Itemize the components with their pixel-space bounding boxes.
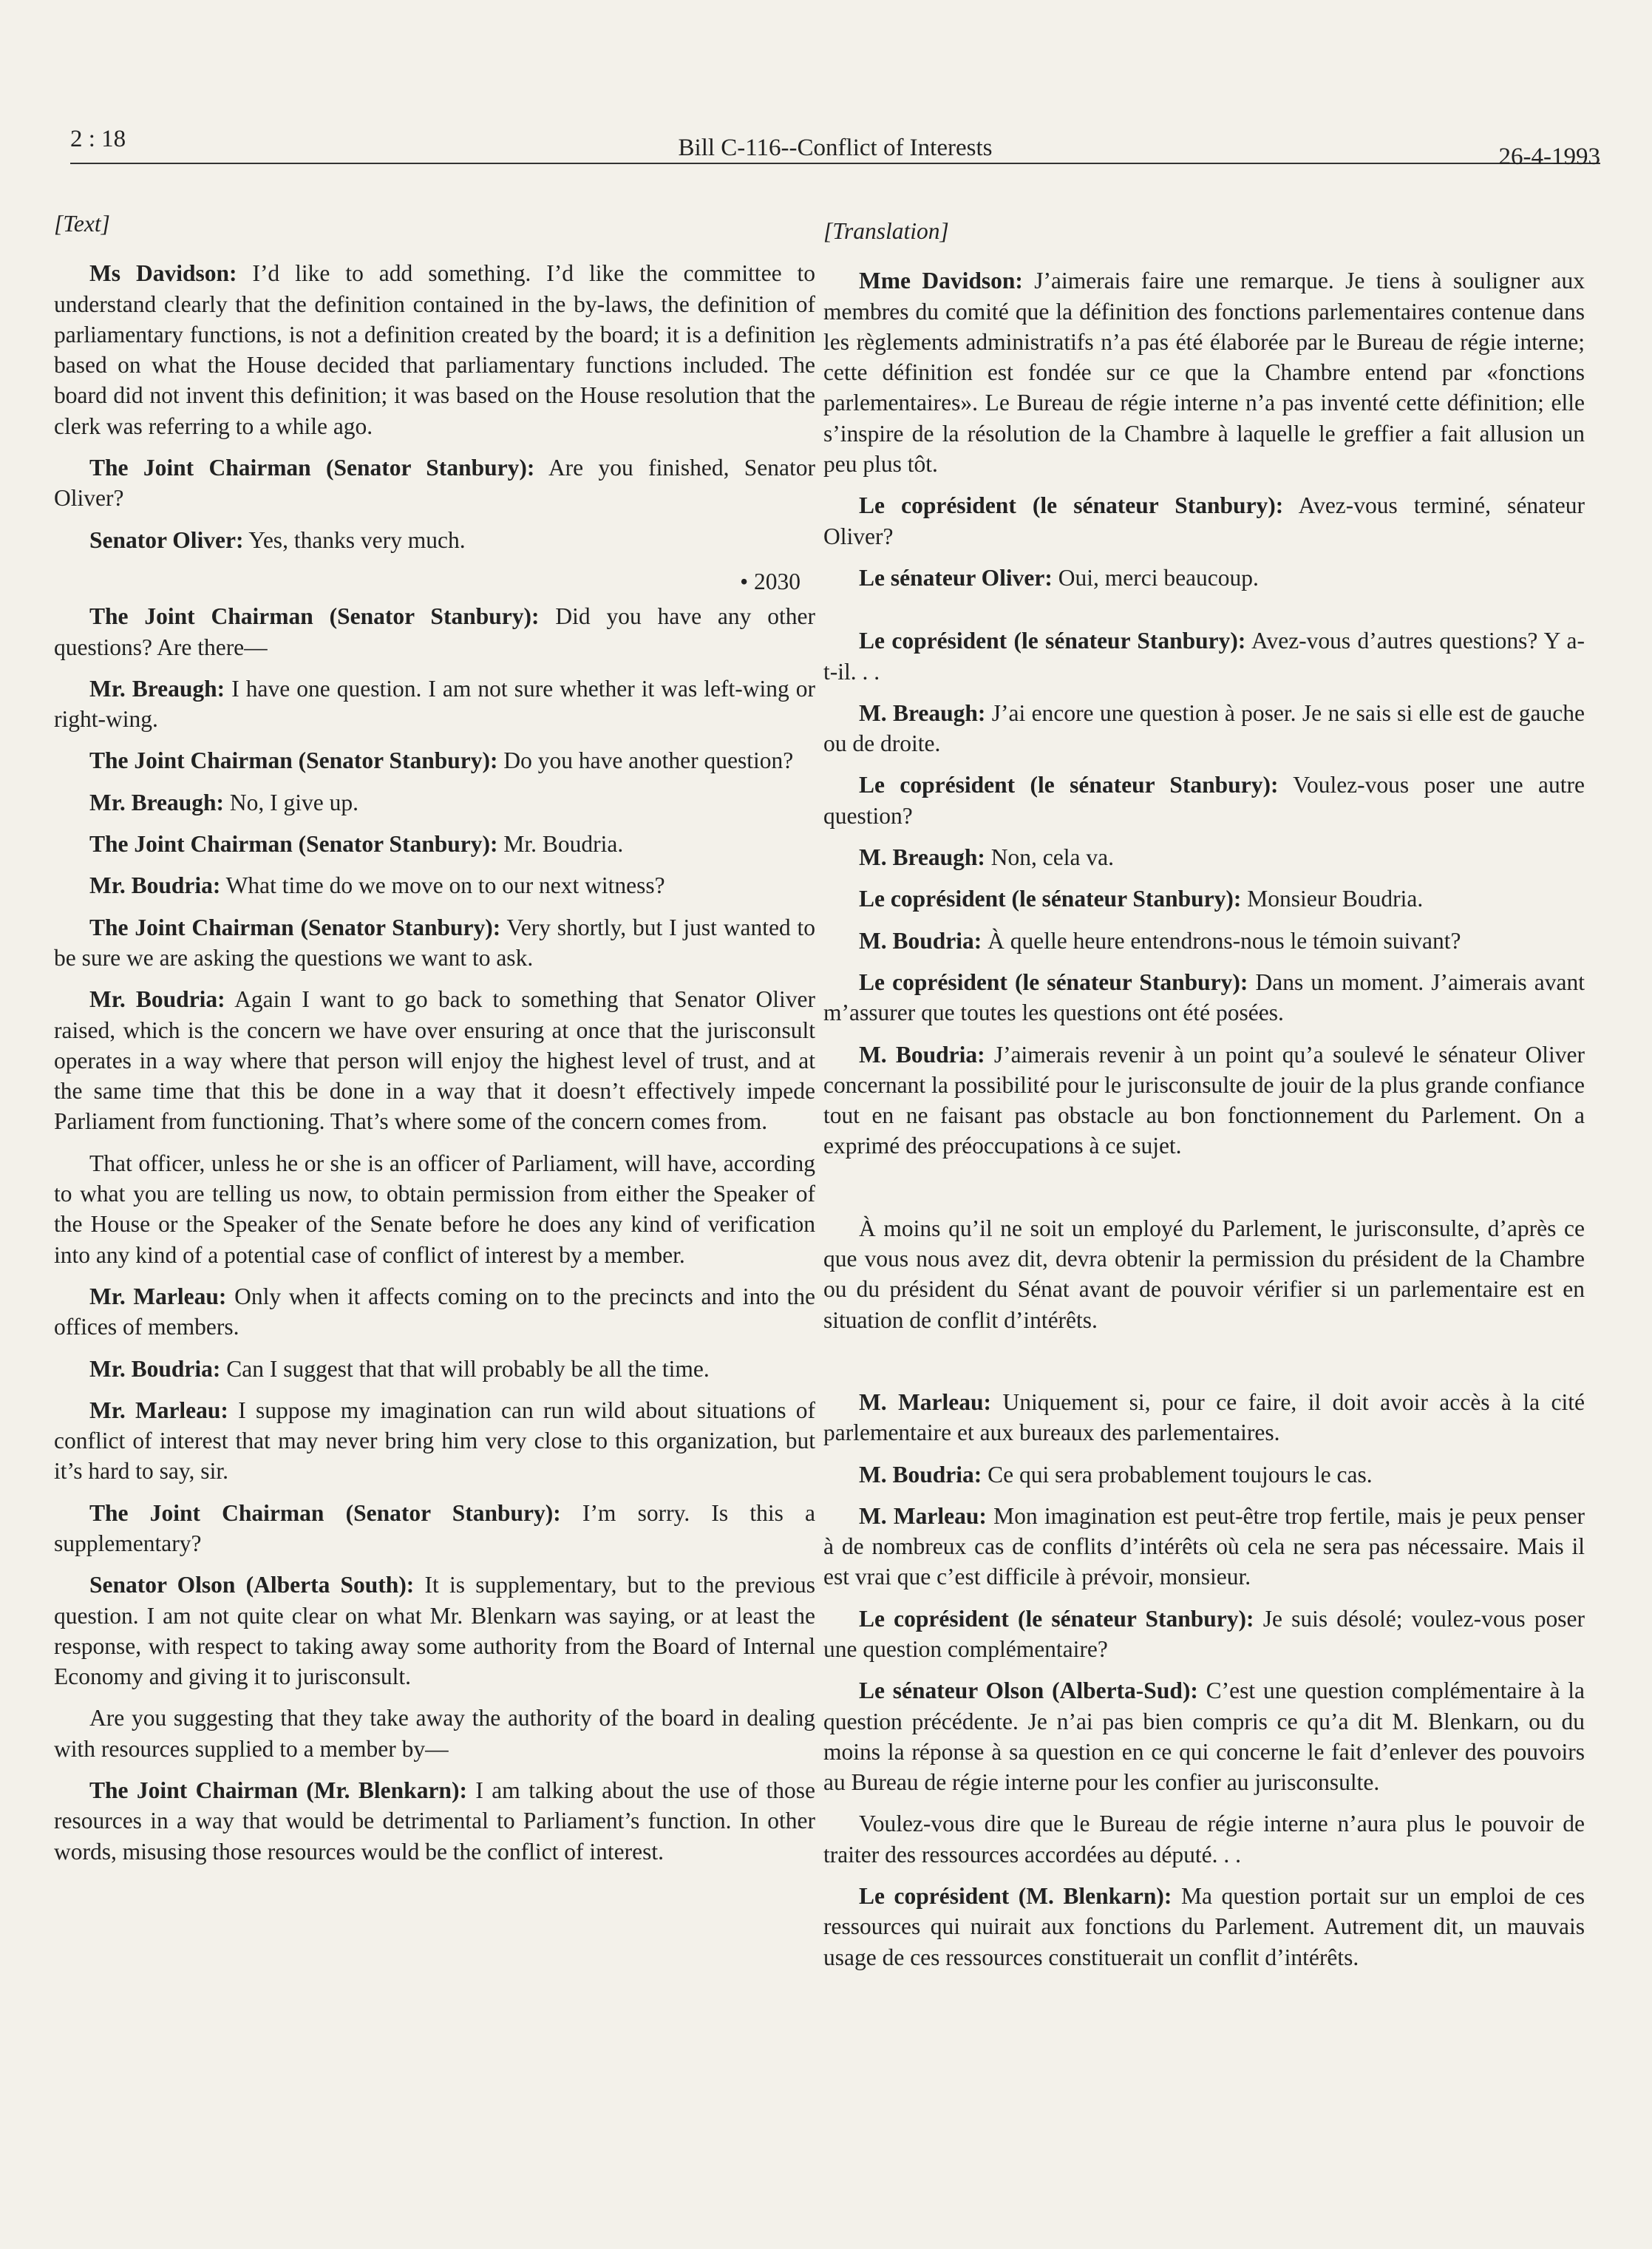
speech-paragraph xyxy=(823,1213,1585,1335)
speech-paragraph xyxy=(54,258,815,441)
speaker-name: Mr. Breaugh: xyxy=(89,789,225,815)
sitting-date: 26-4-1993 xyxy=(1498,143,1600,170)
speaker-name: M. Marleau: xyxy=(859,1388,992,1415)
speaker-name: The Joint Chairman (Mr. Blenkarn): xyxy=(89,1777,467,1804)
speech-text: That officer, unless he or she is an officer of Parliament, will have, according to what you are telling us now, to obtain permission from either the Speaker of the House or the Speaker of the Senate before he does any kind of verification into any kind of a potential case of conflict of interest by a member. xyxy=(54,1150,815,1268)
speaker-name: Mme Davidson: xyxy=(859,268,1023,294)
speaker-name: Le coprésident (le sénateur Stanbury): xyxy=(859,886,1242,912)
speech-text: J’aimerais revenir à un point qu’a soulevé le sénateur Oliver concernant la possibilité pour le jurisconsulte de jouir de la plus grande confiance tout en ne faisant pas obstacle au bon fonctionnement du Parlement. On a exprimé des préoccupations à ce sujet. xyxy=(823,1041,1585,1159)
speech-text: Yes, thanks very much. xyxy=(248,526,466,553)
speaker-name: Senator Olson (Alberta South): xyxy=(89,1572,415,1598)
speech-text: No, I give up. xyxy=(229,789,358,815)
speech-paragraph xyxy=(823,967,1585,1028)
speech-text: Avez-vous d’autres questions? Y a-t-il. . . xyxy=(823,628,1585,685)
speech-paragraph xyxy=(823,842,1585,872)
speech-paragraph xyxy=(54,984,815,1136)
text-tag: [Text] xyxy=(54,211,110,237)
speech-text: À moins qu’il ne soit un employé du Parlement, le jurisconsulte, d’après ce que vous nous avez dit, devra obtenir la permission du président de la Chambre ou du président du Sénat avant de pouvoir vérifier si un parlementaire est en situation de conflit d’intérêts. xyxy=(823,1215,1585,1333)
speaker-name: The Joint Chairman (Senator Stanbury): xyxy=(89,831,498,858)
speech-paragraph xyxy=(54,1148,815,1270)
french-column xyxy=(823,216,1585,1984)
speech-paragraph xyxy=(54,1498,815,1559)
speaker-name: Mr. Boudria: xyxy=(89,986,225,1013)
speaker-name: The Joint Chairman (Senator Stanbury): xyxy=(89,455,535,481)
speech-text: Ma question portait sur un emploi de ces ressources qui nuirait aux fonctions du Parlement. Autrement dit, un mauvais usage de ces ressources constituerait un conflit d’intérêts. xyxy=(823,1883,1585,1970)
speech-paragraph xyxy=(823,265,1585,479)
speech-paragraph xyxy=(823,883,1585,914)
speech-paragraph xyxy=(54,1281,815,1343)
speech-text: Did you have any other questions? Are there— xyxy=(54,603,816,660)
speech-paragraph xyxy=(823,1387,1585,1448)
speech-text: J’ai encore une question à poser. Je ne sais si elle est de gauche ou de droite. xyxy=(823,699,1585,757)
speech-text: It is supplementary, but to the previous question. I am not quite clear on what Mr. Blenkarn was saying, or at least the response, with respect to taking away some authority from the Board of Internal Economy and giving it to jurisconsult. xyxy=(54,1572,816,1690)
speaker-name: Mr. Boudria: xyxy=(89,872,221,899)
speech-text: Only when it affects coming on to the precincts and into the offices of members. xyxy=(54,1283,816,1340)
speech-paragraph xyxy=(54,1775,815,1867)
speaker-name: The Joint Chairman (Senator Stanbury): xyxy=(89,1499,561,1526)
speech-text: Uniquement si, pour ce faire, il doit avoir accès à la cité parlementaire et aux bureaux des parlementaires. xyxy=(823,1388,1585,1446)
speech-paragraph xyxy=(54,601,815,662)
speech-paragraph xyxy=(54,787,815,818)
speaker-name: Senator Oliver: xyxy=(89,526,244,553)
speaker-name: M. Boudria: xyxy=(859,1041,985,1068)
speech-paragraph xyxy=(823,698,1585,759)
speaker-name: Le sénateur Oliver: xyxy=(859,564,1053,591)
speech-paragraph xyxy=(823,625,1585,687)
speaker-name: M. Boudria: xyxy=(859,927,982,954)
speech-text: Voulez-vous poser une autre question? xyxy=(823,772,1585,829)
speech-paragraph xyxy=(54,912,815,974)
speech-text: Can I suggest that that will probably be all the time. xyxy=(226,1355,710,1382)
speech-paragraph xyxy=(823,1039,1585,1161)
speech-text: I have one question. I am not sure whether it was left-wing or right-wing. xyxy=(54,675,816,733)
speech-paragraph xyxy=(823,1675,1585,1797)
speech-text: I suppose my imagination can run wild about situations of conflict of interest that may never bring him very close to this organization, but it’s hard to say, sir. xyxy=(54,1397,815,1485)
speech-text: Voulez-vous dire que le Bureau de régie interne n’aura plus le pouvoir de traiter des ressources accordées au député. . . xyxy=(823,1811,1585,1868)
speech-text: I’m sorry. Is this a supplementary? xyxy=(54,1499,816,1556)
speech-paragraph xyxy=(54,1703,815,1764)
speaker-name: Mr. Marleau: xyxy=(89,1283,227,1309)
time-marker: • 2030 xyxy=(740,568,800,594)
speaker-name: Ms Davidson: xyxy=(89,260,237,287)
running-title: Bill C-116--Conflict of Interests xyxy=(678,135,993,161)
speech-paragraph xyxy=(823,1808,1585,1870)
speech-text: I am talking about the use of those resources in a way that would be detrimental to Parliament’s function. In other words, misusing those resources would be the conflict of interest. xyxy=(54,1777,816,1865)
speech-paragraph xyxy=(823,926,1585,956)
speaker-name: Le coprésident (le sénateur Stanbury): xyxy=(859,1605,1254,1632)
speech-paragraph xyxy=(823,1604,1585,1665)
speech-text: C’est une question complémentaire à la question précédente. Je n’ai pas bien compris ce qu’a dit M. Blenkarn, ou du moins la réponse à sa question en ce qui concerne le fait d’enlever des pouvoirs au Bureau de régie interne pour les confier au jurisconsulte. xyxy=(823,1678,1585,1796)
speaker-name: Le coprésident (le sénateur Stanbury): xyxy=(859,492,1284,519)
speech-text: À quelle heure entendrons-nous le témoin suivant? xyxy=(988,927,1461,954)
speech-paragraph xyxy=(54,829,815,859)
english-column xyxy=(54,208,815,1878)
speech-paragraph xyxy=(823,1881,1585,1972)
speech-text: Avez-vous terminé, sénateur Oliver? xyxy=(823,492,1585,549)
speech-text: Are you suggesting that they take away the authority of the board in dealing with resources supplied to a member by— xyxy=(54,1705,815,1762)
speech-paragraph xyxy=(54,745,815,776)
speaker-name: The Joint Chairman (Senator Stanbury): xyxy=(89,603,540,630)
speech-text: J’aimerais faire une remarque. Je tiens à souligner aux membres du comité que la définition des fonctions parlementaires contenue dans les règlements administratifs n’a pas été élaborée par le Bureau de régie interne; cette définition est fondée sur ce que la Chambre entend par «fonctions parlementaires». Le Bureau de régie interne n’a pas inventé cette définition; elle s’inspire de la résolution de la Chambre à laquelle le greffier a fait allusion un peu plus tôt. xyxy=(823,268,1585,478)
speech-paragraph xyxy=(54,870,815,900)
speech-paragraph xyxy=(823,563,1585,593)
speech-text: Again I want to go back to something that Senator Oliver raised, which is the concern we have over ensuring at once that the jurisconsult operates in a way where that person will enjoy the highest level of trust, and at the same time that this be done in a way that it doesn’t effectively impede Parliament from functioning. That’s where some of the concern comes from. xyxy=(54,986,816,1135)
speech-paragraph xyxy=(54,1354,815,1384)
speaker-name: M. Marleau: xyxy=(859,1502,987,1529)
speech-text: Do you have another question? xyxy=(503,747,794,774)
translation-tag: [Translation] xyxy=(823,218,949,244)
speech-text: Ce qui sera probablement toujours le cas. xyxy=(988,1461,1373,1488)
speaker-name: Le sénateur Olson (Alberta-Sud): xyxy=(859,1678,1198,1704)
speech-text: What time do we move on to our next witness? xyxy=(225,872,665,899)
speech-text: Je suis désolé; voulez-vous poser une question complémentaire? xyxy=(823,1605,1585,1662)
speaker-name: Le coprésident (M. Blenkarn): xyxy=(859,1883,1172,1910)
speaker-name: Mr. Marleau: xyxy=(89,1397,228,1423)
page-header xyxy=(70,118,1600,170)
speech-text: Non, cela va. xyxy=(990,844,1114,871)
speech-paragraph xyxy=(54,452,815,514)
speech-paragraph xyxy=(823,770,1585,831)
speaker-name: Mr. Breaugh: xyxy=(89,675,225,702)
speech-paragraph xyxy=(54,1395,815,1487)
speech-text: Mr. Boudria. xyxy=(503,831,624,858)
speech-paragraph xyxy=(823,1459,1585,1490)
speaker-name: M. Breaugh: xyxy=(859,844,985,871)
speaker-name: Mr. Boudria: xyxy=(89,1355,221,1382)
speaker-name: M. Breaugh: xyxy=(859,699,986,726)
speaker-name: Le coprésident (le sénateur Stanbury): xyxy=(859,628,1246,654)
speech-paragraph xyxy=(54,674,815,735)
speech-text: Very shortly, but I just wanted to be sure we are asking the questions we want to ask. xyxy=(54,914,816,971)
speaker-name: Le coprésident (le sénateur Stanbury): xyxy=(859,772,1279,798)
speech-paragraph xyxy=(823,490,1585,552)
speech-text: Monsieur Boudria. xyxy=(1247,886,1424,912)
speaker-name: The Joint Chairman (Senator Stanbury): xyxy=(89,747,498,774)
speech-paragraph xyxy=(54,1570,815,1692)
speech-text: Mon imagination est peut-être trop fertile, mais je peux penser à de nombreux cas de conflits d’intérêts où cela ne sera pas nécessaire. Mais il est vrai que c’est difficile à prévoir, monsieur. xyxy=(823,1502,1585,1590)
speech-text: Oui, merci beaucoup. xyxy=(1058,564,1259,591)
speech-text: I’d like to add something. I’d like the committee to understand clearly that the definition contained in the by-laws, the definition of parliamentary functions, is not a definition created by the board; it is a definition based on what the House decided that parliamentary functions included. The board did not invent this definition; it was based on the House resolution that the clerk was referring to a while ago. xyxy=(54,260,816,439)
speech-text: Are you finished, Senator Oliver? xyxy=(54,455,816,512)
speech-text: Dans un moment. J’aimerais avant m’assurer que toutes les questions ont été posées. xyxy=(823,969,1585,1026)
speech-paragraph xyxy=(54,525,815,555)
speaker-name: The Joint Chairman (Senator Stanbury): xyxy=(89,914,501,940)
speaker-name: M. Boudria: xyxy=(859,1461,982,1488)
page-number: 2 : 18 xyxy=(70,126,126,152)
speech-paragraph xyxy=(823,1501,1585,1592)
speaker-name: Le coprésident (le sénateur Stanbury): xyxy=(859,969,1248,995)
